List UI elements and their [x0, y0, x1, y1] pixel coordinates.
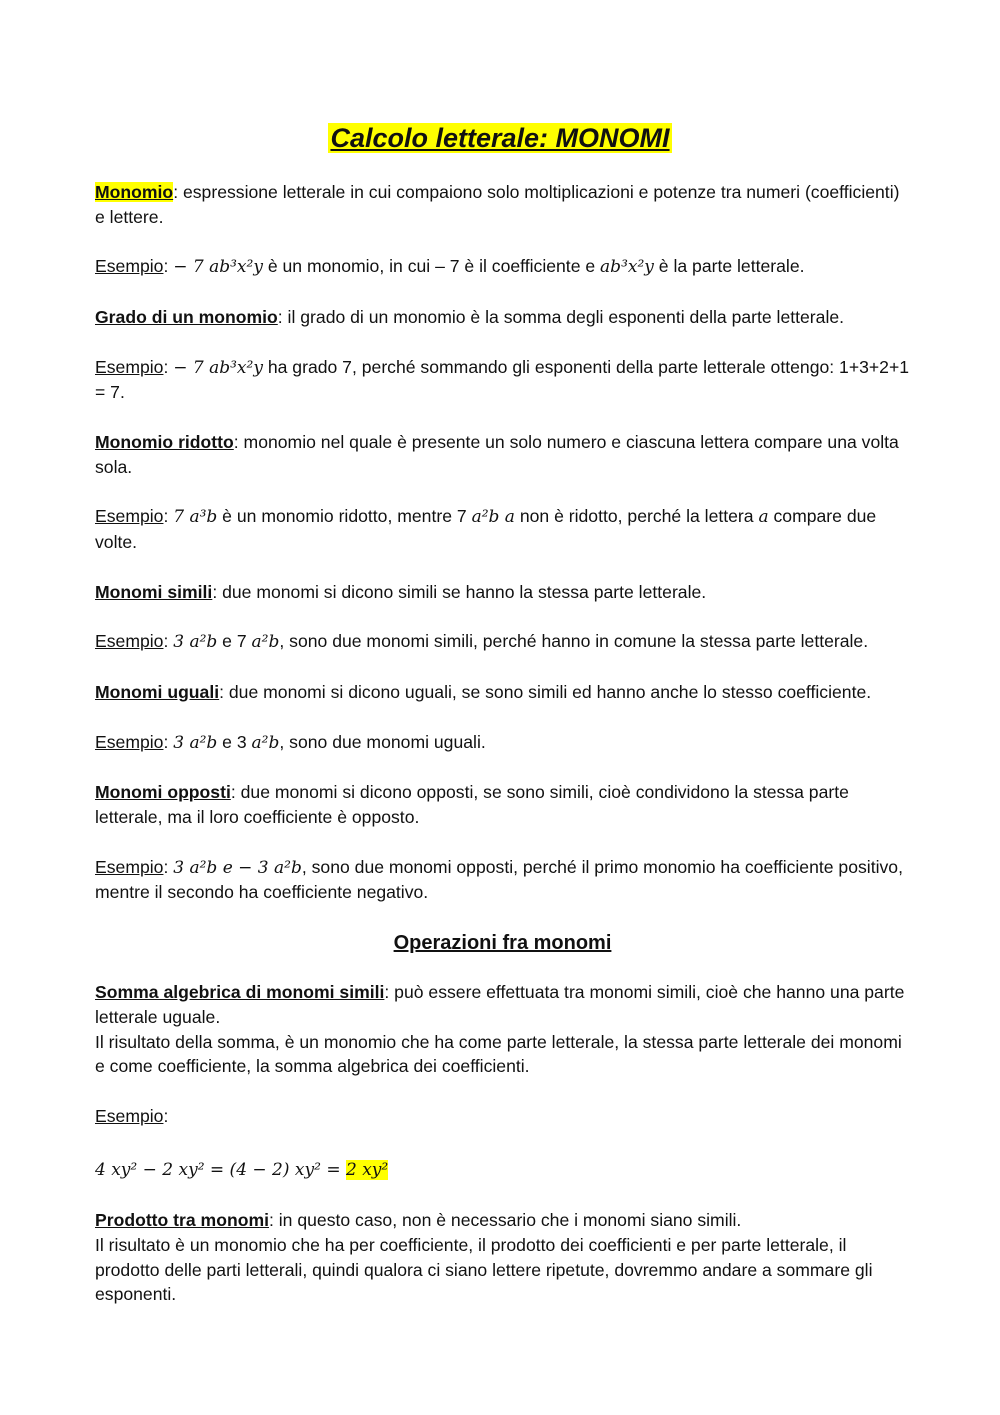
term-simili: Monomi simili: [95, 581, 213, 602]
example-separator: :: [163, 356, 174, 377]
example-opposti: [95, 855, 910, 906]
definition-text: : due monomi si dicono uguali, se sono simili ed hanno anche lo stesso coefficiente.: [219, 681, 872, 702]
definition-text: : espressione letterale in cui compaiono solo moltiplicazioni e potenze tra numeri (coefficienti) e lettere.: [95, 182, 900, 227]
page-title: [0, 118, 1000, 158]
definition-monomio: [95, 180, 910, 230]
example-label: Esempio: [95, 1105, 164, 1126]
term-prodotto: Prodotto tra monomi: [95, 1210, 269, 1231]
somma-explanation: Il risultato della somma, è un monomio che ha come parte letterale, la stessa parte letterale dei monomi e come coefficiente, la somma algebrica dei coefficienti.: [95, 1031, 902, 1077]
example-text: , sono due monomi simili, perché hanno in comune la stessa parte letterale.: [279, 631, 869, 652]
math-expression: 3 a²b e − 3 a²b: [173, 857, 302, 878]
definition-text: : in questo caso, non è necessario che i monomi siano simili.: [268, 1210, 742, 1231]
example-separator: :: [163, 506, 174, 527]
example-text: è un monomio ridotto, mentre 7: [217, 506, 472, 527]
math-expression: a: [758, 507, 769, 528]
term-grado: Grado di un monomio: [95, 306, 278, 327]
definition-grado: [95, 305, 910, 330]
definition-somma: [95, 980, 910, 1030]
math-expression: a²b: [251, 732, 280, 753]
example-separator: :: [163, 256, 174, 277]
title-highlight: Calcolo letterale: MONOMI: [330, 123, 670, 153]
example-uguali: [95, 730, 910, 756]
example-text: non è ridotto, perché la lettera: [514, 506, 759, 527]
math-expression: 4 xy² − 2 xy² = (4 − 2) xy² =: [95, 1160, 346, 1181]
example-label: Esempio: [95, 631, 164, 652]
example-text: , sono due monomi uguali.: [279, 731, 486, 752]
example-text: , sono due monomi opposti, perché il primo monomio ha coefficiente positivo, mentre il secondo ha coefficiente negativo.: [95, 856, 903, 903]
definition-simili: [95, 580, 910, 605]
example-text: compare due volte.: [95, 506, 877, 553]
example-text: ha grado 7, perché sommando gli esponenti della parte letterale ottengo: 1+3+2+1 = 7.: [95, 356, 909, 403]
example-monomio: [95, 254, 910, 280]
definition-uguali: [95, 680, 910, 705]
example-separator: :: [163, 731, 174, 752]
definition-text: : il grado di un monomio è la somma degli esponenti della parte letterale.: [277, 306, 845, 327]
example-label: Esempio: [95, 356, 164, 377]
math-expression: 7 a³b: [173, 507, 218, 528]
term-monomio: Monomio: [95, 182, 174, 202]
term-ridotto: Monomio ridotto: [95, 431, 234, 452]
example-somma: [95, 1104, 910, 1129]
example-separator: :: [163, 631, 174, 652]
term-somma: Somma algebrica di monomi simili: [95, 981, 385, 1002]
example-grado: [95, 355, 910, 406]
math-expression: ab³x²y: [600, 257, 654, 278]
example-text: e 7: [217, 631, 252, 652]
example-text: e 3: [217, 731, 252, 752]
definition-text: : due monomi si dicono simili se hanno la stessa parte letterale.: [212, 581, 707, 602]
math-expression: 3 a²b: [173, 632, 218, 653]
definition-ridotto: [95, 430, 910, 480]
term-uguali: Monomi uguali: [95, 681, 220, 702]
definition-text: : monomio nel quale è presente un solo numero e ciascuna lettera compare una volta sola.: [95, 431, 899, 477]
definition-prodotto: [95, 1208, 910, 1233]
document-body: [95, 180, 910, 1307]
definition-text: : può essere effettuata tra monomi simili, cioè che hanno una parte letterale uguale.: [95, 981, 905, 1027]
section-subtitle: Operazioni fra monomi: [393, 931, 612, 954]
example-text: è un monomio, in cui – 7 è il coefficiente e: [262, 256, 601, 277]
math-expression: a²b: [251, 632, 280, 653]
example-simili: [95, 629, 910, 655]
math-expression: 3 a²b: [173, 732, 218, 753]
math-expression: − 7 ab³x²y: [173, 257, 263, 278]
example-separator: :: [163, 856, 174, 877]
somma-equation: [95, 1153, 910, 1183]
example-label: Esempio: [95, 506, 164, 527]
example-ridotto: [95, 504, 910, 555]
example-label: Esempio: [95, 731, 164, 752]
example-label: Esempio: [95, 856, 164, 877]
example-label: Esempio: [95, 256, 164, 277]
term-opposti: Monomi opposti: [95, 782, 231, 803]
equation-result-highlight: 2 xy²: [345, 1160, 389, 1181]
math-expression: − 7 ab³x²y: [173, 357, 263, 378]
example-separator: :: [163, 1105, 169, 1126]
math-expression: a²b a: [471, 507, 515, 528]
example-text: è la parte letterale.: [653, 256, 805, 277]
definition-text: : due monomi si dicono opposti, se sono simili, cioè condividono la stessa parte letterale, ma il loro coefficiente è opposto.: [95, 782, 849, 827]
definition-opposti: [95, 780, 910, 830]
prodotto-explanation: Il risultato è un monomio che ha per coefficiente, il prodotto dei coefficienti e per parte letterale, il prodotto delle parti letterali, quindi qualora ci siano lettere ripetute, dovremmo andare a sommare gli esponenti.: [95, 1234, 873, 1305]
